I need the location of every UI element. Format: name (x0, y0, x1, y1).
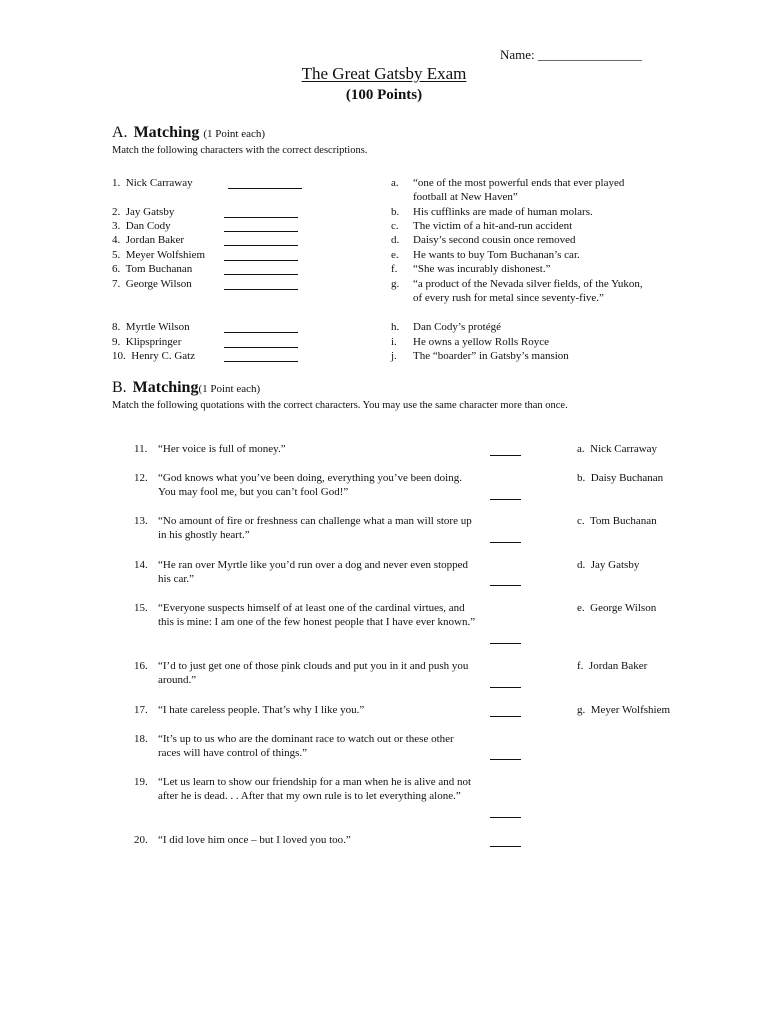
answer-blank[interactable] (490, 531, 521, 543)
character-item (112, 349, 195, 363)
quote-text: “God knows what you’ve been doing, everything you’ve been doing. You may fool me, but you can’t fool God!” (158, 472, 462, 498)
option-letter: c. (577, 515, 585, 527)
quote-number: 12. (134, 472, 148, 484)
option-letter: d. (577, 559, 586, 571)
quote-text: “I did love him once – but I loved you too.” (158, 834, 351, 846)
option-letter: b. (577, 472, 586, 484)
character-number: 8. (112, 321, 121, 333)
option-letter: a. (577, 443, 585, 455)
option-name: Tom Buchanan (589, 515, 657, 527)
answer-blank[interactable] (490, 748, 521, 760)
character-item (112, 219, 171, 233)
answer-blank[interactable] (490, 705, 521, 717)
answer-blank[interactable] (224, 350, 298, 362)
description-letter: h. (391, 321, 400, 333)
option-letter: g. (577, 704, 586, 716)
option-name: Jordan Baker (588, 660, 648, 672)
quote-text: “It’s up to us who are the dominant race to watch out or these other races will have control of things.” (158, 733, 454, 759)
description-letter: e. (391, 249, 399, 261)
section-b-letter: B. (112, 379, 127, 396)
character-item (112, 335, 181, 349)
quote-number: 17. (134, 704, 148, 716)
description-letter: c. (391, 220, 399, 232)
quote-number: 19. (134, 776, 148, 788)
character-number: 10. (112, 350, 126, 362)
quote-number: 13. (134, 515, 148, 527)
exam-title: The Great Gatsby Exam (301, 64, 467, 83)
quote-number: 11. (134, 443, 148, 455)
character-name: Henry C. Gatz (131, 350, 196, 362)
quote-number: 20. (134, 834, 148, 846)
character-item (112, 277, 192, 291)
character-item (112, 233, 184, 247)
character-name: Tom Buchanan (125, 263, 193, 275)
answer-blank[interactable] (490, 574, 521, 586)
section-b-points: (1 Point each) (198, 383, 261, 395)
answer-blank[interactable] (490, 806, 521, 818)
character-number: 9. (112, 336, 121, 348)
quote-text: “Everyone suspects himself of at least one of the cardinal virtues, and this is mine: I am one of the few honest people that I have ever known.” (158, 602, 476, 628)
quote-number: 15. (134, 602, 148, 614)
option-name: Jay Gatsby (590, 559, 640, 571)
answer-blank[interactable] (224, 263, 298, 275)
option-name: Daisy Buchanan (590, 472, 664, 484)
character-number: 5. (112, 249, 121, 261)
answer-blank[interactable] (490, 632, 521, 644)
character-item (112, 248, 205, 262)
answer-blank[interactable] (224, 234, 298, 246)
description-letter: b. (391, 206, 400, 218)
character-number: 2. (112, 206, 121, 218)
section-a-letter: A. (112, 124, 128, 141)
option-item (577, 558, 639, 572)
option-item (577, 514, 657, 528)
quote-number: 14. (134, 559, 148, 571)
character-name: Jay Gatsby (125, 206, 175, 218)
description-letter: j. (391, 350, 397, 362)
option-name: Nick Carraway (590, 443, 658, 455)
answer-blank[interactable] (224, 206, 298, 218)
section-b-title: Matching (132, 379, 199, 396)
description-text: Dan Cody’s protégé (413, 321, 501, 333)
character-name: Klipspringer (125, 336, 182, 348)
character-name: Dan Cody (125, 220, 171, 232)
answer-blank[interactable] (490, 444, 521, 456)
option-item (577, 601, 656, 615)
description-text: The “boarder” in Gatsby’s mansion (413, 350, 569, 362)
answer-blank[interactable] (490, 835, 521, 847)
character-item (112, 320, 190, 334)
description-letter: f. (391, 263, 398, 275)
answer-blank[interactable] (224, 278, 298, 290)
answer-blank[interactable] (490, 488, 521, 500)
section-a-title: Matching (133, 124, 200, 141)
section-a-heading (112, 124, 265, 142)
character-name: Meyer Wolfshiem (125, 249, 206, 261)
option-name: Meyer Wolfshiem (590, 704, 671, 716)
option-item (577, 659, 647, 673)
section-a-points: (1 Point each) (203, 128, 266, 140)
option-letter: f. (577, 660, 584, 672)
answer-blank[interactable] (224, 336, 298, 348)
option-item (577, 442, 657, 456)
answer-blank[interactable] (224, 220, 298, 232)
description-text: “She was incurably dishonest.” (413, 263, 551, 275)
quote-text: “He ran over Myrtle like you’d run over a dog and never even stopped his car.” (158, 559, 469, 585)
character-number: 7. (112, 278, 121, 290)
answer-blank[interactable] (224, 249, 298, 261)
option-name: George Wilson (590, 602, 657, 614)
description-letter: a. (391, 177, 399, 189)
quote-text: “Her voice is full of money.” (158, 443, 286, 455)
character-item (112, 176, 193, 190)
quote-number: 18. (134, 733, 148, 745)
option-letter: e. (577, 602, 585, 614)
description-letter: i. (391, 336, 397, 348)
character-number: 3. (112, 220, 121, 232)
quote-number: 16. (134, 660, 148, 672)
quote-text: “I’d to just get one of those pink clouds and put you in it and push you around.” (158, 660, 469, 686)
description-text: “a product of the Nevada silver fields, of the Yukon, of every rush for metal since seventy-five.” (413, 278, 643, 304)
character-name: Nick Carraway (125, 177, 193, 189)
character-number: 6. (112, 263, 121, 275)
section-b-heading (112, 379, 260, 397)
option-item (577, 471, 663, 485)
section-a-instructions: Match the following characters with the correct descriptions. (112, 145, 368, 156)
description-text: He owns a yellow Rolls Royce (413, 336, 549, 348)
character-item (112, 262, 192, 276)
exam-subtitle: (100 Points) (345, 87, 423, 103)
quote-text: “No amount of fire or freshness can challenge what a man will store up in his ghostly heart.” (158, 515, 472, 541)
quote-text: “Let us learn to show our friendship for a man when he is alive and not after he is dead. . . After that my own rule is to let everything alone.” (158, 776, 472, 802)
description-text: Daisy’s second cousin once removed (413, 234, 576, 246)
answer-blank[interactable] (490, 676, 521, 688)
description-text: His cufflinks are made of human molars. (413, 206, 593, 218)
description-letter: d. (391, 234, 400, 246)
character-name: Jordan Baker (125, 234, 185, 246)
name-field-label[interactable]: Name: ________________ (500, 47, 642, 62)
option-item (577, 703, 670, 717)
quote-text: “I hate careless people. That’s why I like you.” (158, 704, 365, 716)
character-number: 4. (112, 234, 121, 246)
description-letter: g. (391, 278, 400, 290)
character-name: Myrtle Wilson (125, 321, 190, 333)
answer-blank[interactable] (228, 177, 302, 189)
answer-blank[interactable] (224, 321, 298, 333)
description-text: He wants to buy Tom Buchanan’s car. (413, 249, 580, 261)
description-text: “one of the most powerful ends that ever played football at New Haven” (413, 177, 625, 203)
section-b-instructions: Match the following quotations with the correct characters. You may use the same character more than once. (112, 400, 568, 411)
character-number: 1. (112, 177, 121, 189)
character-name: George Wilson (125, 278, 192, 290)
description-text: The victim of a hit-and-run accident (413, 220, 573, 232)
character-item (112, 205, 174, 219)
